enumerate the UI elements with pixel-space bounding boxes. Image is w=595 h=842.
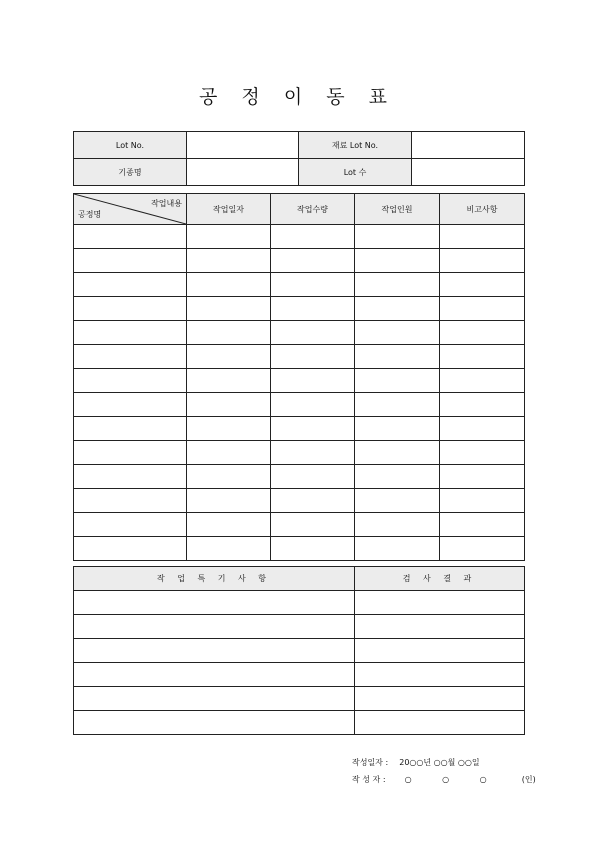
process-row [74, 369, 525, 393]
process-row [74, 393, 525, 417]
process-row [74, 537, 525, 561]
process-name-cell[interactable] [74, 465, 187, 489]
remarks-cell[interactable] [440, 297, 525, 321]
work-date-cell[interactable] [187, 417, 271, 441]
remarks-cell[interactable] [440, 369, 525, 393]
workers-cell[interactable] [355, 465, 440, 489]
notes-row [74, 687, 525, 711]
workers-cell[interactable] [355, 417, 440, 441]
workers-cell[interactable] [355, 489, 440, 513]
inspection-result-cell[interactable] [355, 591, 525, 615]
work-date-cell[interactable] [187, 465, 271, 489]
special-notes-cell[interactable] [74, 663, 355, 687]
diagonal-header-cell [74, 194, 187, 225]
work-qty-cell[interactable] [271, 393, 355, 417]
col-work-qty: 작업수량 [271, 194, 355, 225]
material-lot-field[interactable] [412, 132, 525, 159]
remarks-cell[interactable] [440, 273, 525, 297]
process-name-cell[interactable] [74, 537, 187, 561]
special-notes-cell[interactable] [74, 639, 355, 663]
remarks-cell[interactable] [440, 489, 525, 513]
author-value: ○ ○ ○ [404, 775, 501, 784]
work-qty-cell[interactable] [271, 417, 355, 441]
process-name-cell[interactable] [74, 321, 187, 345]
remarks-cell[interactable] [440, 345, 525, 369]
process-name-cell[interactable] [74, 249, 187, 273]
model-field[interactable] [187, 159, 299, 186]
work-qty-cell[interactable] [271, 441, 355, 465]
work-content-label: 작업내용 [151, 199, 182, 208]
workers-cell[interactable] [355, 297, 440, 321]
special-notes-cell[interactable] [74, 591, 355, 615]
info-table [73, 131, 525, 186]
notes-row [74, 615, 525, 639]
process-row [74, 513, 525, 537]
work-date-cell[interactable] [187, 393, 271, 417]
remarks-cell[interactable] [440, 537, 525, 561]
work-qty-cell[interactable] [271, 345, 355, 369]
process-row [74, 345, 525, 369]
inspection-result-label: 검 사 결 과 [355, 567, 525, 591]
document-title: 공 정 이 동 표 [199, 86, 396, 108]
notes-row [74, 639, 525, 663]
process-table [73, 193, 525, 561]
workers-cell[interactable] [355, 513, 440, 537]
col-workers: 작업인원 [355, 194, 440, 225]
date-label: 작성일자 : [352, 758, 389, 767]
author-line [352, 774, 536, 785]
work-date-cell[interactable] [187, 489, 271, 513]
inspection-result-cell[interactable] [355, 639, 525, 663]
remarks-cell[interactable] [440, 417, 525, 441]
process-row [74, 225, 525, 249]
notes-row [74, 711, 525, 735]
work-date-cell[interactable] [187, 225, 271, 249]
work-date-cell[interactable] [187, 321, 271, 345]
work-date-cell[interactable] [187, 297, 271, 321]
inspection-result-cell[interactable] [355, 687, 525, 711]
workers-cell[interactable] [355, 321, 440, 345]
workers-cell[interactable] [355, 537, 440, 561]
seal-mark: (인) [521, 775, 536, 784]
special-notes-cell[interactable] [74, 711, 355, 735]
process-header-row [74, 194, 525, 225]
remarks-cell[interactable] [440, 321, 525, 345]
work-qty-cell[interactable] [271, 489, 355, 513]
special-notes-cell[interactable] [74, 615, 355, 639]
remarks-cell[interactable] [440, 441, 525, 465]
process-row [74, 273, 525, 297]
work-date-cell[interactable] [187, 513, 271, 537]
remarks-cell[interactable] [440, 393, 525, 417]
process-row [74, 465, 525, 489]
lot-qty-field[interactable] [412, 159, 525, 186]
process-name-cell[interactable] [74, 393, 187, 417]
process-row [74, 249, 525, 273]
process-name-cell[interactable] [74, 369, 187, 393]
process-name-cell[interactable] [74, 441, 187, 465]
process-row [74, 441, 525, 465]
inspection-result-cell[interactable] [355, 711, 525, 735]
process-row [74, 417, 525, 441]
work-date-cell[interactable] [187, 249, 271, 273]
work-qty-cell[interactable] [271, 321, 355, 345]
lot-qty-label: Lot 수 [299, 159, 412, 186]
process-name-cell[interactable] [74, 513, 187, 537]
workers-cell[interactable] [355, 225, 440, 249]
remarks-cell[interactable] [440, 513, 525, 537]
work-qty-cell[interactable] [271, 513, 355, 537]
work-date-cell[interactable] [187, 273, 271, 297]
model-label: 기종명 [74, 159, 187, 186]
col-remarks: 비고사항 [440, 194, 525, 225]
process-row [74, 321, 525, 345]
workers-cell[interactable] [355, 369, 440, 393]
special-notes-label: 작 업 특 기 사 항 [74, 567, 355, 591]
author-label: 작 성 자 : [352, 775, 386, 784]
special-notes-cell[interactable] [74, 687, 355, 711]
inspection-result-cell[interactable] [355, 663, 525, 687]
work-date-cell[interactable] [187, 537, 271, 561]
lot-no-label: Lot No. [74, 132, 187, 159]
workers-cell[interactable] [355, 393, 440, 417]
material-lot-label: 재료 Lot No. [299, 132, 412, 159]
work-date-cell[interactable] [187, 369, 271, 393]
process-name-label: 공정명 [78, 210, 102, 219]
process-row [74, 489, 525, 513]
notes-table [73, 566, 525, 735]
notes-row [74, 591, 525, 615]
workers-cell[interactable] [355, 249, 440, 273]
work-qty-cell[interactable] [271, 465, 355, 489]
work-date-cell[interactable] [187, 345, 271, 369]
work-qty-cell[interactable] [271, 249, 355, 273]
remarks-cell[interactable] [440, 465, 525, 489]
work-qty-cell[interactable] [271, 297, 355, 321]
col-work-date: 작업일자 [187, 194, 271, 225]
workers-cell[interactable] [355, 345, 440, 369]
remarks-cell[interactable] [440, 249, 525, 273]
process-name-cell[interactable] [74, 489, 187, 513]
remarks-cell[interactable] [440, 225, 525, 249]
work-qty-cell[interactable] [271, 369, 355, 393]
notes-row [74, 663, 525, 687]
process-name-cell[interactable] [74, 345, 187, 369]
work-qty-cell[interactable] [271, 225, 355, 249]
process-name-cell[interactable] [74, 297, 187, 321]
notes-header-row [74, 567, 525, 591]
work-qty-cell[interactable] [271, 273, 355, 297]
process-name-cell[interactable] [74, 225, 187, 249]
inspection-result-cell[interactable] [355, 615, 525, 639]
lot-no-field[interactable] [187, 132, 299, 159]
work-date-cell[interactable] [187, 441, 271, 465]
process-row [74, 297, 525, 321]
date-value: 20○○년 ○○월 ○○일 [399, 758, 480, 767]
date-line [352, 757, 532, 768]
workers-cell[interactable] [355, 441, 440, 465]
workers-cell[interactable] [355, 273, 440, 297]
process-name-cell[interactable] [74, 417, 187, 441]
work-qty-cell[interactable] [271, 537, 355, 561]
process-name-cell[interactable] [74, 273, 187, 297]
